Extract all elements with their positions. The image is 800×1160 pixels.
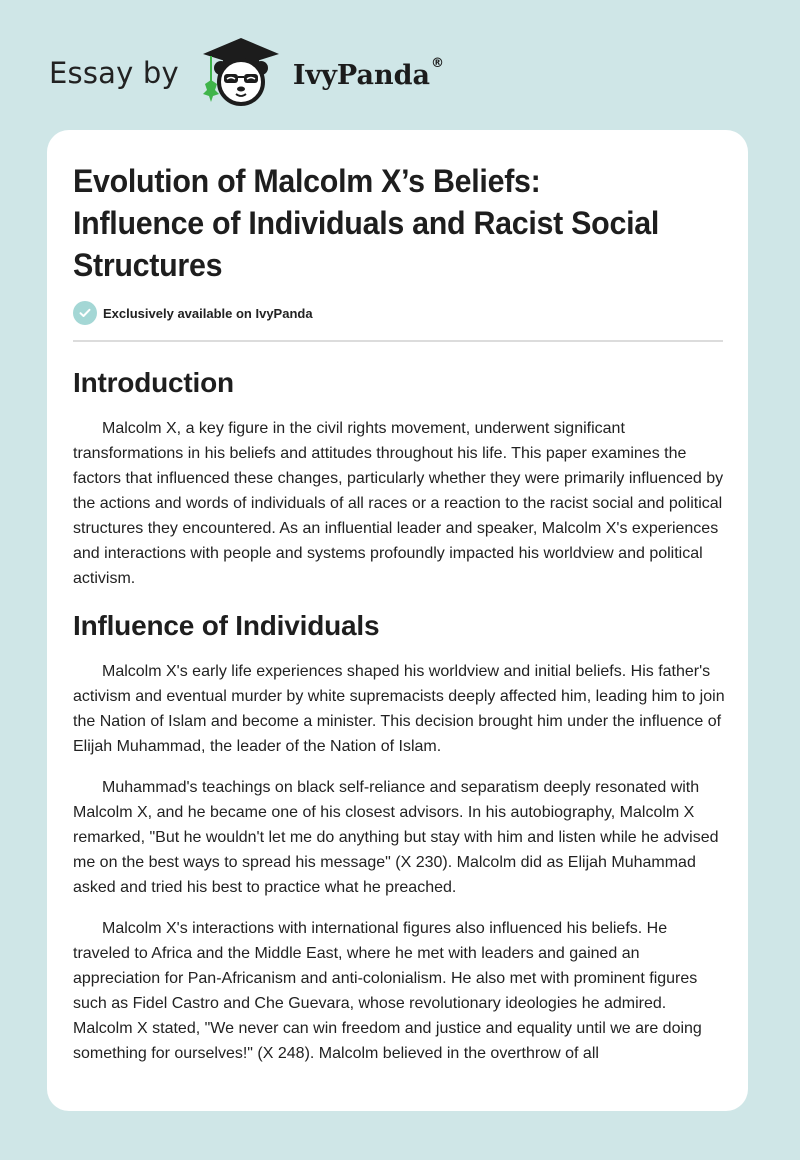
essay-title: Evolution of Malcolm X’s Beliefs: Influence of Individuals and Racist Social Structures <box>73 163 660 283</box>
essay-card <box>47 130 748 1111</box>
paragraph: Malcolm X's interactions with international figures also influenced his beliefs. He traveled to Africa and the Middle East, where he met with leaders and gained an appreciation for Pan-Africanism and anti-colonialism. He also met with prominent figures such as Fidel Castro and Che Guevara, whose revolutionary ideologies he admired. Malcolm X stated, "We never can win freedom and justice and equality until we are doing something for ourselves!" (X 248). Malcolm believed in the overthrow of all <box>73 920 702 1062</box>
brand-name-text: IvyPanda <box>292 59 430 91</box>
site-header-brand <box>49 36 444 108</box>
essay-by-label: Essay by <box>49 56 179 90</box>
exclusive-label: Exclusively available on IvyPanda <box>103 305 313 321</box>
essay-card-content <box>47 160 748 1066</box>
check-circle-icon <box>73 301 97 325</box>
title-divider <box>73 340 723 342</box>
section-heading-influence-of-individuals: Influence of Individuals <box>73 610 380 641</box>
paragraph: Malcolm X's early life experiences shaped his worldview and initial beliefs. His father's activism and eventual murder by white supremacists deeply affected him, leading him to join the Nation of Islam and become a minister. This decision brought him under the influence of Elijah Muhammad, the leader of the Nation of Islam. <box>73 663 725 755</box>
section-heading-introduction: Introduction <box>73 367 234 398</box>
registered-mark: ® <box>430 55 444 71</box>
exclusive-badge <box>73 301 722 325</box>
brand-name[interactable] <box>292 55 444 91</box>
paragraph: Muhammad's teachings on black self-reliance and separatism deeply resonated with Malcolm X, and he became one of his closest advisors. In his autobiography, Malcolm X remarked, "But he wouldn't let me do anything but stay with him and listen while he advised me on the best ways to spread his message" (X 230). Malcolm did as Elijah Muhammad asked and tried his best to practice what he preached. <box>73 779 719 896</box>
panda-graduate-logo-icon[interactable] <box>197 36 285 108</box>
paragraph: Malcolm X, a key figure in the civil rights movement, underwent significant transformations in his beliefs and attitudes throughout his life. This paper examines the factors that influenced these changes, particularly whether they were primarily influenced by the actions and words of individuals of all races or a reaction to the racist social and political structures they encountered. As an influential leader and speaker, Malcolm X's experiences and interactions with people and systems profoundly impacted his worldview and political activism. <box>73 420 724 587</box>
